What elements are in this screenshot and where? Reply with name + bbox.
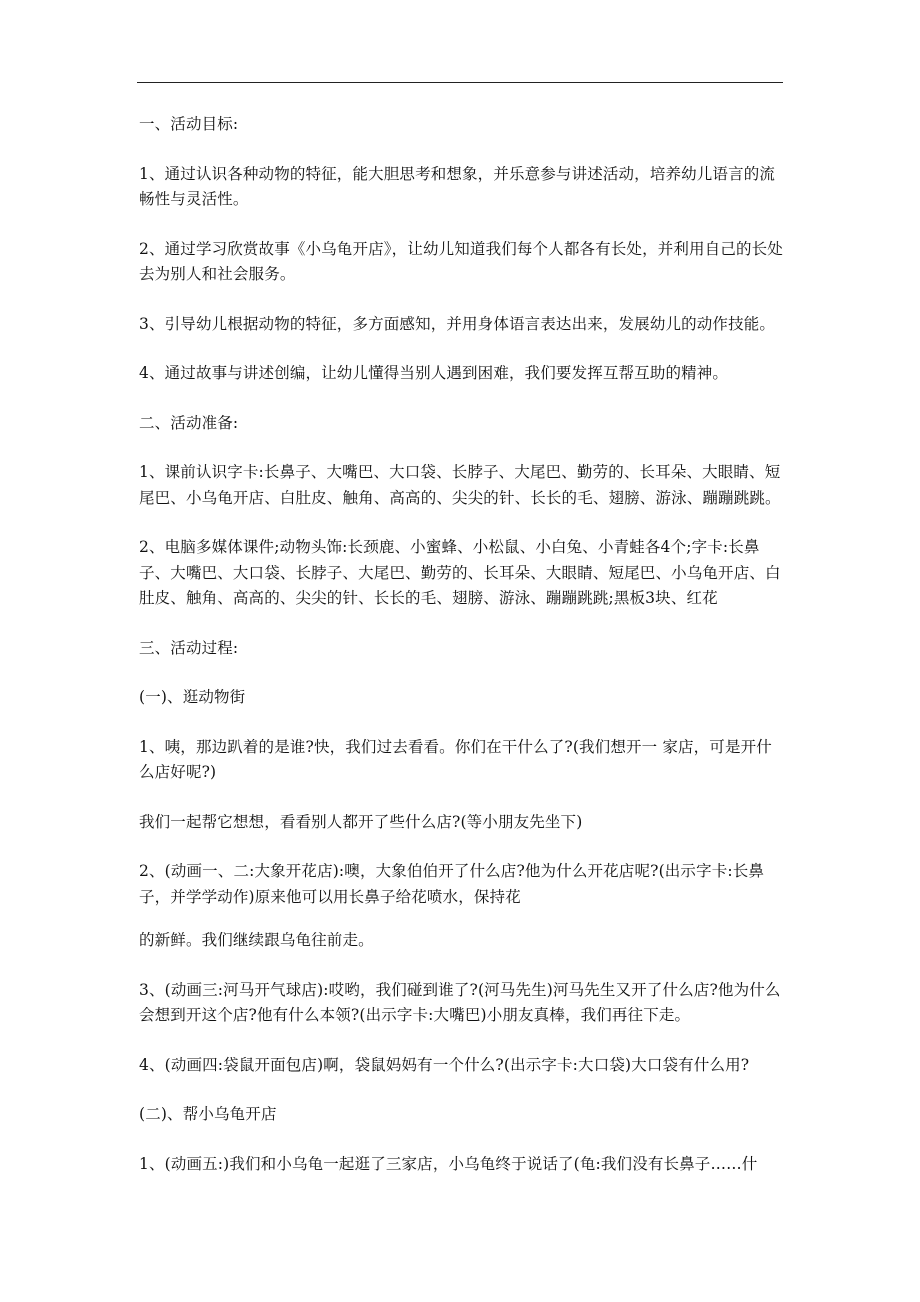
goal-item-2: 2、通过学习欣赏故事《小乌龟开店》，让幼儿知道我们每个人都各有长处，并利用自己的长处去为别人和社会服务。 xyxy=(139,239,783,283)
heading-activity-process: 三、活动过程: xyxy=(139,638,239,657)
preparation-item-1: 1、课前认识字卡:长鼻子、大嘴巴、大口袋、长脖子、大尾巴、勤劳的、长耳朵、大眼睛、短尾巴、小乌龟开店、白肚皮、触角、高高的、尖尖的针、长长的毛、翅膀、游泳、蹦蹦跳跳。 xyxy=(139,463,781,507)
process-step-3: 3、(动画三:河马开气球店):哎哟，我们碰到谁了?(河马先生)河马先生又开了什么店?他为什么会想到开这个店?他有什么本领?(出示字卡:大嘴巴)小朋友真棒，我们再往下走。 xyxy=(139,980,781,1024)
help-step-1: 1、(动画五:)我们和小乌龟一起逛了三家店，小乌龟终于说话了(龟:我们没有长鼻子……什 xyxy=(139,1154,758,1173)
goal-item-1: 1、通过认识各种动物的特征，能大胆思考和想象，并乐意参与讲述活动，培养幼儿语言的流畅性与灵活性。 xyxy=(139,164,776,208)
goal-item-3: 3、引导幼儿根据动物的特征，多方面感知，并用身体语言表达出来，发展幼儿的动作技能。 xyxy=(139,314,776,333)
process-step-1: 1、咦，那边趴着的是谁?快，我们过去看看。你们在干什么了?(我们想开一 家店，可是开什么店好呢?) xyxy=(139,737,772,781)
heading-activity-preparation: 二、活动准备: xyxy=(139,413,239,432)
heading-activity-goals: 一、活动目标: xyxy=(139,115,239,133)
preparation-item-2: 2、电脑多媒体课件;动物头饰:长颈鹿、小蜜蜂、小松鼠、小白兔、小青蛙各4个;字卡:长鼻子、大嘴巴、大口袋、长脖子、大尾巴、勤劳的、长耳朵、大眼睛、短尾巴、小乌龟开店、白肚皮、触角、高高的、尖尖的针、长长的毛、翅膀、游泳、蹦蹦跳跳;黑板3块、红花 xyxy=(139,538,781,607)
header-rule xyxy=(137,82,783,83)
process-step-1-note: 我们一起帮它想想，看看别人都开了些什么店?(等小朋友先坐下) xyxy=(139,812,583,831)
subheading-help-turtle: (二)、帮小乌龟开店 xyxy=(139,1105,277,1123)
process-step-2-continued: 的新鲜。我们继续跟乌龟往前走。 xyxy=(139,931,374,949)
goal-item-4: 4、通过故事与讲述创编，让幼儿懂得当别人遇到困难，我们要发挥互帮互助的精神。 xyxy=(139,364,729,382)
document-body xyxy=(139,112,787,1201)
process-step-2: 2、(动画一、二:大象开花店):噢，大象伯伯开了什么店?他为什么开花店呢?(出示字卡:长鼻子，并学学动作)原来他可以用长鼻子给花喷水，保持花 xyxy=(139,862,765,906)
process-step-4: 4、(动画四:袋鼠开面包店)啊，袋鼠妈妈有一个什么?(出示字卡:大口袋)大口袋有什么用? xyxy=(139,1055,750,1074)
subheading-animal-street: (一)、逛动物街 xyxy=(139,688,246,706)
